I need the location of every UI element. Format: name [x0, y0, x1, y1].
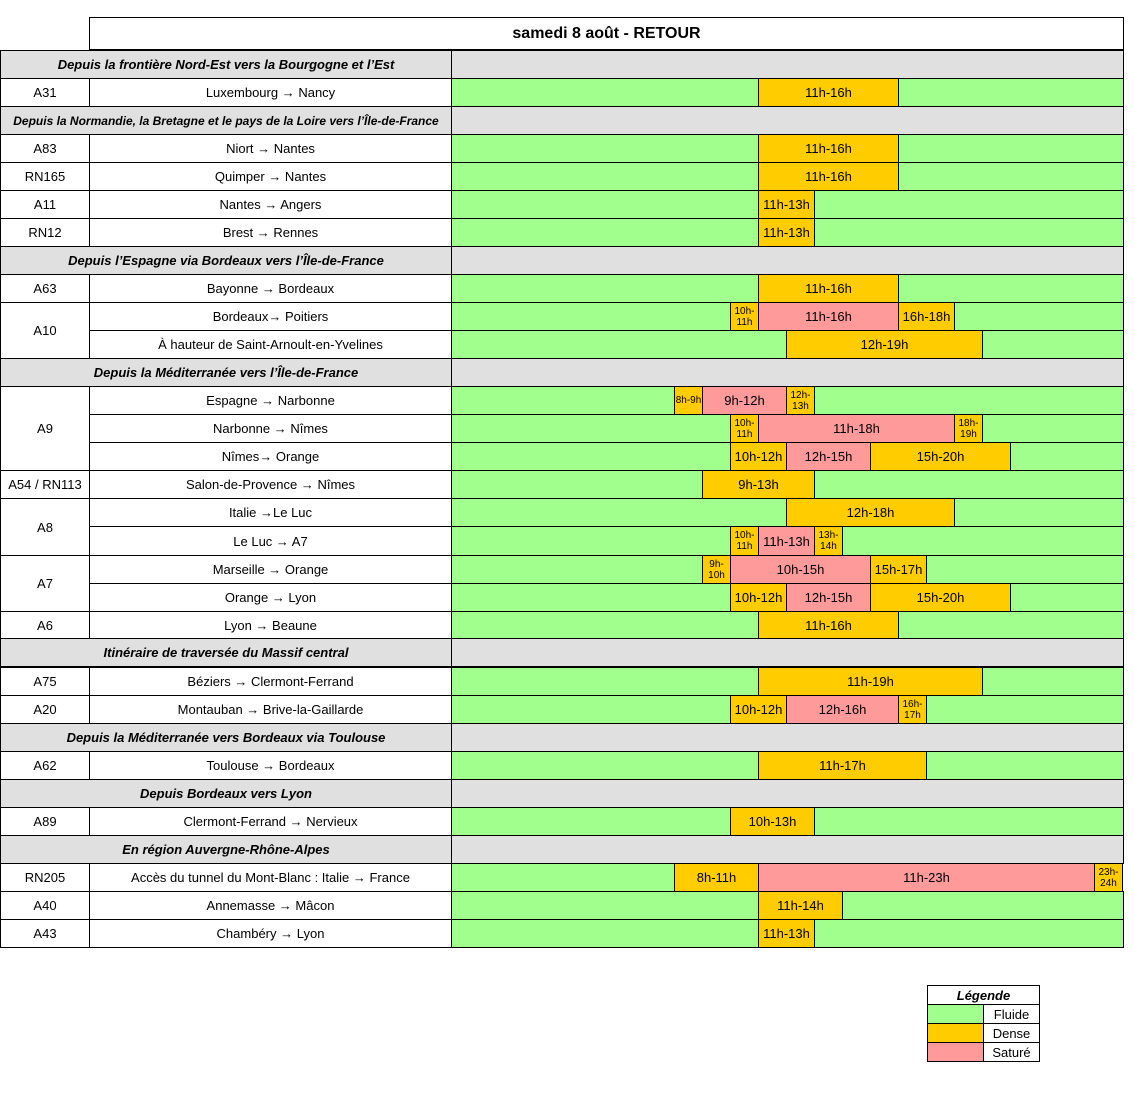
road-code: A7 [0, 555, 90, 612]
legend-title: Légende [927, 985, 1040, 1005]
traffic-bar-dense: 11h-13h [759, 919, 815, 948]
traffic-bar-dense: 11h-16h [759, 162, 899, 191]
route-label: Chambéry → Lyon [89, 919, 452, 948]
traffic-bar-fluide [927, 555, 1124, 584]
road-code: A40 [0, 891, 90, 920]
section-title: Depuis la Méditerranée vers l’Île-de-France [0, 358, 452, 387]
route-label: Narbonne → Nîmes [89, 414, 452, 443]
traffic-bar-fluide [451, 414, 731, 443]
timeline-row [451, 919, 1124, 948]
section-title: Depuis la Normandie, la Bretagne et le pays de la Loire vers l’Île-de-France [0, 106, 452, 135]
traffic-bar-fluide [451, 807, 731, 836]
section-title: Depuis la frontière Nord-Est vers la Bourgogne et l’Est [0, 50, 452, 79]
route-label: À hauteur de Saint-Arnoult-en-Yvelines [89, 330, 452, 359]
traffic-bar-dense: 10h-12h [731, 695, 787, 724]
traffic-bar-dense: 11h-17h [759, 751, 927, 780]
traffic-bar-fluide [815, 190, 1124, 219]
road-code: A8 [0, 498, 90, 556]
route-label: Brest → Rennes [89, 218, 452, 247]
timeline-row [451, 611, 1124, 639]
road-code: RN165 [0, 162, 90, 191]
traffic-bar-fluide [451, 134, 759, 163]
route-label: Espagne → Narbonne [89, 386, 452, 415]
timeline-row [451, 555, 1124, 584]
road-code: A89 [0, 807, 90, 836]
legend-label-fluide: Fluide [983, 1004, 1040, 1024]
traffic-bar-fluide [451, 863, 675, 892]
route-label: Salon-de-Provence → Nîmes [89, 470, 452, 499]
traffic-bar-fluide [843, 526, 1124, 556]
traffic-bar-fluide [815, 807, 1124, 836]
route-label: Clermont-Ferrand → Nervieux [89, 807, 452, 836]
legend-swatch-fluide [927, 1004, 984, 1024]
route-label: Accès du tunnel du Mont-Blanc : Italie → France [89, 863, 452, 892]
traffic-bar-fluide [927, 751, 1124, 780]
traffic-bar-fluide [815, 218, 1124, 247]
traffic-bar-fluide [815, 919, 1124, 948]
timeline-row [451, 78, 1124, 107]
timeline-row [451, 162, 1124, 191]
route-label: Lyon → Beaune [89, 611, 452, 639]
timeline-row [451, 274, 1124, 303]
section-title: Depuis Bordeaux vers Lyon [0, 779, 452, 808]
section-blank [451, 50, 1124, 79]
traffic-bar-dense: 11h-16h [759, 134, 899, 163]
traffic-bar-dense: 10h-12h [731, 583, 787, 612]
traffic-bar-fluide [843, 891, 1124, 920]
section-blank [451, 358, 1124, 387]
road-code: A20 [0, 695, 90, 724]
section-title: En région Auvergne-Rhône-Alpes [0, 835, 452, 864]
route-label: Nîmes→ Orange [89, 442, 452, 471]
traffic-bar-dense: 9h-10h [703, 555, 731, 584]
traffic-bar-sature: 11h-23h [759, 863, 1095, 892]
route-label: Annemasse → Mâcon [89, 891, 452, 920]
timeline-row [451, 442, 1124, 471]
section-blank [451, 723, 1124, 752]
route-label: Quimper → Nantes [89, 162, 452, 191]
route-label: Italie →Le Luc [89, 498, 452, 527]
route-label: Nantes → Angers [89, 190, 452, 219]
traffic-bar-fluide [451, 667, 759, 696]
traffic-bar-fluide [451, 751, 759, 780]
traffic-bar-sature: 12h-15h [787, 442, 871, 471]
traffic-bar-dense: 11h-16h [759, 611, 899, 639]
section-blank [451, 106, 1124, 135]
traffic-bar-dense: 12h-18h [787, 498, 955, 527]
section-title: Depuis la Méditerranée vers Bordeaux via Toulouse [0, 723, 452, 752]
road-code: A43 [0, 919, 90, 948]
timeline-row [451, 302, 1124, 331]
traffic-bar-sature: 12h-15h [787, 583, 871, 612]
timeline-row [451, 863, 1124, 892]
traffic-bar-fluide [451, 555, 703, 584]
traffic-bar-dense: 10h-13h [731, 807, 815, 836]
traffic-bar-sature: 10h-15h [731, 555, 871, 584]
road-code: A31 [0, 78, 90, 107]
traffic-bar-fluide [451, 583, 731, 612]
legend-label-sature: Saturé [983, 1042, 1040, 1062]
traffic-bar-sature: 11h-16h [759, 302, 899, 331]
road-code: RN205 [0, 863, 90, 892]
traffic-bar-fluide [451, 274, 759, 303]
traffic-bar-fluide [815, 386, 1124, 415]
road-code: A10 [0, 302, 90, 359]
traffic-bar-dense: 8h-9h [675, 386, 703, 415]
timeline-row [451, 751, 1124, 780]
traffic-bar-dense: 11h-14h [759, 891, 843, 920]
traffic-bar-sature: 9h-12h [703, 386, 787, 415]
traffic-bar-dense: 13h-14h [815, 526, 843, 556]
traffic-bar-fluide [955, 302, 1124, 331]
traffic-bar-dense: 23h-24h [1095, 863, 1123, 892]
traffic-bar-dense: 12h-19h [787, 330, 983, 359]
traffic-bar-dense: 10h-11h [731, 302, 759, 331]
route-label: Niort → Nantes [89, 134, 452, 163]
traffic-bar-fluide [451, 611, 759, 639]
traffic-bar-fluide [815, 470, 1124, 499]
traffic-bar-fluide [451, 919, 759, 948]
traffic-bar-fluide [983, 414, 1124, 443]
traffic-bar-fluide [451, 302, 731, 331]
traffic-bar-dense: 10h-12h [731, 442, 787, 471]
section-title: Itinéraire de traversée du Massif central [0, 638, 452, 667]
traffic-bar-sature: 12h-16h [787, 695, 899, 724]
section-title: Depuis l’Espagne via Bordeaux vers l’Île-de-France [0, 246, 452, 275]
traffic-bar-dense: 18h-19h [955, 414, 983, 443]
traffic-bar-dense: 9h-13h [703, 470, 815, 499]
route-label: Bayonne → Bordeaux [89, 274, 452, 303]
traffic-bar-fluide [899, 78, 1124, 107]
route-label: Béziers → Clermont-Ferrand [89, 667, 452, 696]
route-label: Luxembourg → Nancy [89, 78, 452, 107]
traffic-bar-fluide [451, 470, 703, 499]
timeline-row [451, 414, 1124, 443]
traffic-bar-fluide [1011, 583, 1124, 612]
traffic-bar-fluide [451, 218, 759, 247]
timeline-row [451, 386, 1124, 415]
traffic-bar-fluide [451, 695, 731, 724]
traffic-bar-dense: 16h-18h [899, 302, 955, 331]
traffic-bar-dense: 15h-20h [871, 442, 1011, 471]
road-code: A62 [0, 751, 90, 780]
route-label: Toulouse → Bordeaux [89, 751, 452, 780]
traffic-bar-fluide [1011, 442, 1124, 471]
page-title: samedi 8 août - RETOUR [89, 17, 1124, 50]
timeline-row [451, 695, 1124, 724]
timeline-row [451, 470, 1124, 499]
timeline-row [451, 807, 1124, 836]
traffic-bar-dense: 10h-11h [731, 526, 759, 556]
section-blank [451, 638, 1124, 667]
timeline-row [451, 218, 1124, 247]
traffic-bar-dense: 11h-16h [759, 78, 899, 107]
traffic-bar-dense: 11h-16h [759, 274, 899, 303]
traffic-bar-fluide [451, 526, 731, 556]
traffic-bar-dense: 16h-17h [899, 695, 927, 724]
traffic-bar-dense: 11h-13h [759, 190, 815, 219]
road-code: A63 [0, 274, 90, 303]
road-code: A83 [0, 134, 90, 163]
road-code: A75 [0, 667, 90, 696]
traffic-bar-fluide [451, 78, 759, 107]
traffic-bar-fluide [451, 498, 787, 527]
legend-swatch-dense [927, 1023, 984, 1043]
timeline-row [451, 190, 1124, 219]
section-blank [451, 835, 1124, 864]
traffic-bar-fluide [451, 442, 731, 471]
route-label: Marseille → Orange [89, 555, 452, 584]
traffic-bar-sature: 11h-13h [759, 526, 815, 556]
traffic-bar-dense: 12h-13h [787, 386, 815, 415]
traffic-bar-dense: 11h-19h [759, 667, 983, 696]
traffic-bar-fluide [451, 386, 675, 415]
legend-swatch-sature [927, 1042, 984, 1062]
traffic-bar-fluide [451, 891, 759, 920]
traffic-bar-fluide [899, 611, 1124, 639]
timeline-row [451, 134, 1124, 163]
traffic-bar-fluide [451, 190, 759, 219]
traffic-bar-dense: 15h-17h [871, 555, 927, 584]
traffic-bar-fluide [899, 274, 1124, 303]
traffic-bar-fluide [983, 667, 1124, 696]
timeline-row [451, 583, 1124, 612]
road-code: RN12 [0, 218, 90, 247]
traffic-bar-sature: 11h-18h [759, 414, 955, 443]
timeline-row [451, 891, 1124, 920]
road-code: A6 [0, 611, 90, 639]
route-label: Le Luc → A7 [89, 526, 452, 556]
section-blank [451, 246, 1124, 275]
traffic-bar-dense: 11h-13h [759, 218, 815, 247]
traffic-bar-fluide [955, 498, 1124, 527]
route-label: Orange → Lyon [89, 583, 452, 612]
road-code: A11 [0, 190, 90, 219]
traffic-bar-fluide [899, 162, 1124, 191]
timeline-row [451, 667, 1124, 696]
traffic-bar-fluide [899, 134, 1124, 163]
route-label: Bordeaux→ Poitiers [89, 302, 452, 331]
road-code: A54 / RN113 [0, 470, 90, 499]
traffic-bar-fluide [451, 330, 787, 359]
section-blank [451, 779, 1124, 808]
traffic-bar-dense: 15h-20h [871, 583, 1011, 612]
timeline-row [451, 330, 1124, 359]
timeline-row [451, 526, 1124, 556]
route-label: Montauban → Brive-la-Gaillarde [89, 695, 452, 724]
traffic-bar-dense: 10h-11h [731, 414, 759, 443]
traffic-bar-fluide [927, 695, 1124, 724]
legend-label-dense: Dense [983, 1023, 1040, 1043]
road-code: A9 [0, 386, 90, 471]
traffic-bar-dense: 8h-11h [675, 863, 759, 892]
timeline-row [451, 498, 1124, 527]
traffic-bar-fluide [983, 330, 1124, 359]
traffic-bar-fluide [451, 162, 759, 191]
